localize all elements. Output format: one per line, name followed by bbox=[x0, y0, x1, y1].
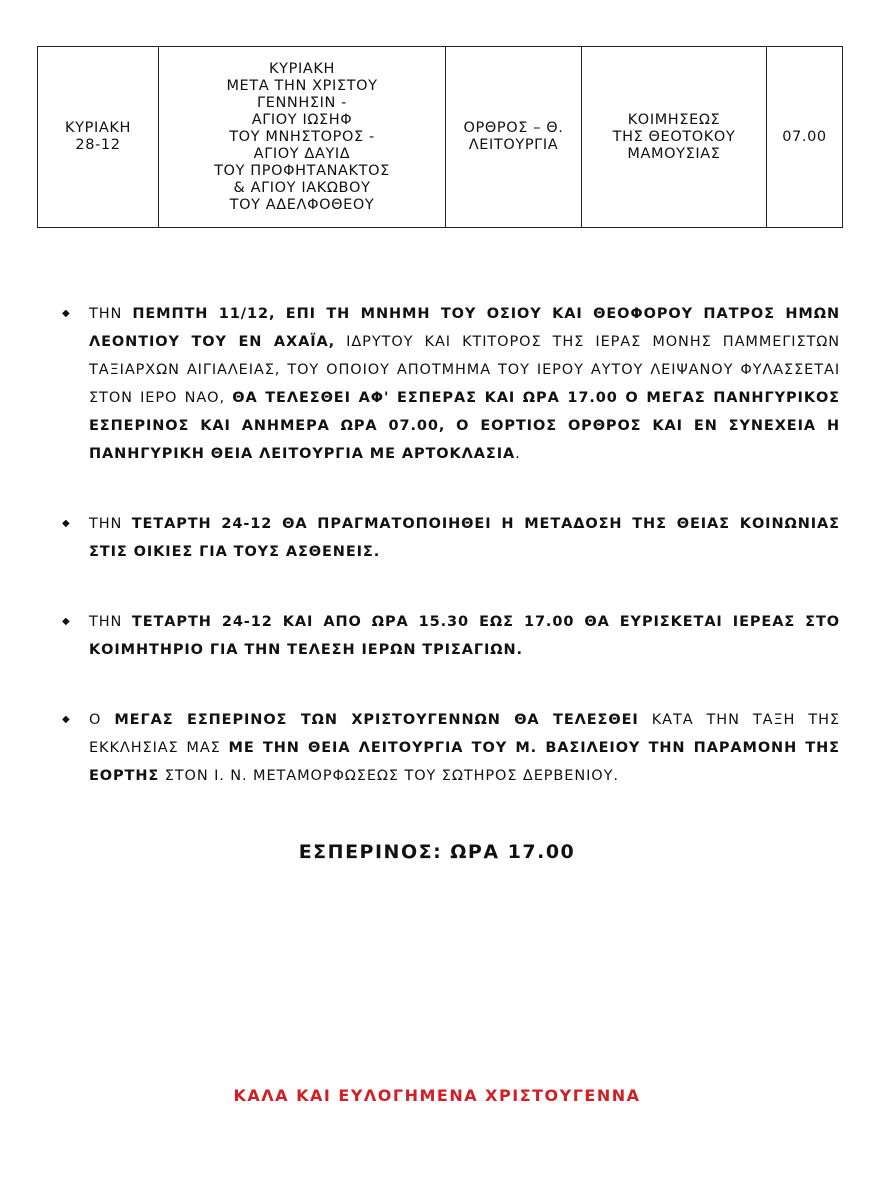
announcement-text: ΣΤΟΝ Ι. Ν. ΜΕΤΑΜΟΡΦΩΣΕΩΣ ΤΟΥ ΣΩΤΗΡΟΣ ΔΕΡΒΕΝΙΟΥ. bbox=[159, 768, 619, 784]
announcement-emphasis: ΜΕΓΑΣ ΕΣΠΕΡΙΝΟΣ ΤΩΝ ΧΡΙΣΤΟΥΓΕΝΝΩΝ ΘΑ ΤΕΛΕΣΘΕΙ bbox=[114, 712, 639, 728]
announcement-cemetery-trisagion bbox=[62, 608, 840, 664]
announcement-emphasis: ΤΕΤΑΡΤΗ 24-12 ΘΑ ΠΡΑΓΜΑΤΟΠΟΙΗΘΕΙ Η ΜΕΤΑΔΟΣΗ ΤΗΣ ΘΕΙΑΣ ΚΟΙΝΩΝΙΑΣ ΣΤΙΣ ΟΙΚΙΕΣ ΓΙΑ ΤΟΥΣ ΑΣΘΕΝΕΙΣ. bbox=[89, 516, 840, 560]
diamond-bullet-icon: ◆ bbox=[62, 616, 71, 627]
announcement-emphasis: ΜΕ ΤΗΝ ΘΕΙΑ ΛΕΙΤΟΥΡΓΙΑ ΤΟΥ Μ. ΒΑΣΙΛΕΙΟΥ ΤΗΝ ΠΑΡΑΜΟΝΗ ΤΗΣ ΕΟΡΤΗΣ bbox=[89, 740, 840, 784]
announcement-text: ΤΗΝ bbox=[89, 306, 133, 322]
announcement-leontios-feast bbox=[62, 300, 840, 468]
schedule-time-cell: 07.00 bbox=[767, 47, 843, 228]
announcement-emphasis: ΠΕΜΠΤΗ 11/12, ΕΠΙ ΤΗ ΜΝΗΜΗ ΤΟΥ ΟΣΙΟΥ ΚΑΙ ΘΕΟΦΟΡΟΥ ΠΑΤΡΟΣ ΗΜΩΝ ΛΕΟΝΤΙΟΥ ΤΟΥ ΕΝ ΑΧΑΪΑ, bbox=[89, 306, 840, 350]
announcement-emphasis: ΤΕΤΑΡΤΗ 24-12 ΚΑΙ ΑΠΟ ΩΡΑ 15.30 ΕΩΣ 17.00 ΘΑ ΕΥΡΙΣΚΕΤΑΙ ΙΕΡΕΑΣ ΣΤΟ ΚΟΙΜΗΤΗΡΙΟ ΓΙΑ ΤΗΝ ΤΕΛΕΣΗ ΙΕΡΩΝ ΤΡΙΣΑΓΙΩΝ. bbox=[89, 614, 840, 658]
announcement-christmas-vespers bbox=[62, 706, 840, 790]
announcement-text: . bbox=[515, 446, 521, 462]
schedule-church-cell: ΚΟΙΜΗΣΕΩΣ ΤΗΣ ΘΕΟΤΟΚΟΥ ΜΑΜΟΥΣΙΑΣ bbox=[582, 47, 767, 228]
announcement-text: ΙΔΡΥΤΟΥ ΚΑΙ ΚΤΙΤΟΡΟΣ ΤΗΣ ΙΕΡΑΣ ΜΟΝΗΣ ΠΑΜΜΕΓΙΣΤΩΝ ΤΑΞΙΑΡΧΩΝ ΑΙΓΙΑΛΕΙΑΣ, ΤΟΥ ΟΠΟΙΟΥ ΑΠΟΤΜΗΜΑ ΤΟΥ ΙΕΡΟΥ ΑΥΤΟΥ ΛΕΙΨΑΝΟΥ ΦΥΛΑΣΣΕΤΑΙ ΣΤΟΝ ΙΕΡΟ ΝΑΟ, bbox=[89, 334, 840, 406]
vespers-time-heading: ΕΣΠΕΡΙΝΟΣ: ΩΡΑ 17.00 bbox=[298, 841, 576, 863]
announcement-emphasis: ΘΑ ΤΕΛΕΣΘΕΙ ΑΦ' ΕΣΠΕΡΑΣ ΚΑΙ ΩΡΑ 17.00 Ο ΜΕΓΑΣ ΠΑΝΗΓΥΡΙΚΟΣ ΕΣΠΕΡΙΝΟΣ ΚΑΙ ΑΝΗΜΕΡΑ ΩΡΑ 07.00, Ο ΕΟΡΤΙΟΣ ΟΡΘΡΟΣ ΚΑΙ ΕΝ ΣΥΝΕΧΕΙΑ Η ΠΑΝΗΓΥΡΙΚΗ ΘΕΙΑ ΛΕΙΤΟΥΡΓΙΑ ΜΕ ΑΡΤΟΚΛΑΣΙΑ bbox=[89, 390, 840, 462]
announcement-text: ΤΗΝ bbox=[89, 516, 132, 532]
schedule-date-cell: ΚΥΡΙΑΚΗ 28-12 bbox=[38, 47, 159, 228]
diamond-bullet-icon: ◆ bbox=[62, 714, 71, 725]
schedule-feast-cell: ΚΥΡΙΑΚΗ ΜΕΤΑ ΤΗΝ ΧΡΙΣΤΟΥ ΓΕΝΝΗΣΙΝ - ΑΓΙΟΥ ΙΩΣΗΦ ΤΟΥ ΜΝΗΣΤΟΡΟΣ - ΑΓΙΟΥ ΔΑΥΙΔ ΤΟΥ ΠΡΟΦΗΤΑΝΑΚΤΟΣ & ΑΓΙΟΥ ΙΑΚΩΒΟΥ ΤΟΥ ΑΔΕΛΦΟΘΕΟΥ bbox=[159, 47, 446, 228]
schedule-service-cell: ΟΡΘΡΟΣ – Θ. ΛΕΙΤΟΥΡΓΙΑ bbox=[446, 47, 582, 228]
diamond-bullet-icon: ◆ bbox=[62, 308, 71, 319]
christmas-greeting: ΚΑΛΑ ΚΑΙ ΕΥΛΟΓΗΜΕΝΑ ΧΡΙΣΤΟΥΓΕΝΝΑ bbox=[233, 1086, 641, 1105]
announcement-text: ΚΑΤΑ ΤΗΝ ΤΑΞΗ ΤΗΣ ΕΚΚΛΗΣΙΑΣ ΜΑΣ bbox=[89, 712, 840, 756]
diamond-bullet-icon: ◆ bbox=[62, 518, 71, 529]
announcements-list bbox=[62, 300, 840, 832]
announcement-holy-communion bbox=[62, 510, 840, 566]
schedule-table bbox=[37, 46, 843, 228]
table-row bbox=[38, 47, 843, 228]
announcement-text: ΤΗΝ bbox=[89, 614, 132, 630]
announcement-text: Ο bbox=[89, 712, 115, 728]
